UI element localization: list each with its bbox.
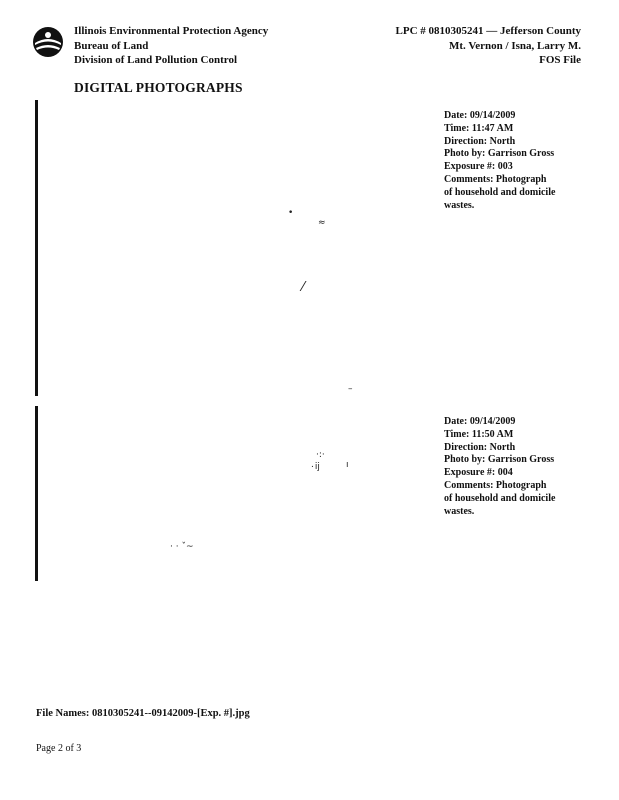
photo-1-comments: wastes. — [444, 199, 475, 211]
photo-2-artifact: ·:· — [316, 450, 325, 460]
page-number: Page 2 of 3 — [36, 743, 82, 754]
lpc-number: LPC # 0810305241 — Jefferson County — [395, 25, 581, 37]
agency-header — [74, 24, 268, 68]
photo-1-time: Time: 11:47 AM — [444, 122, 514, 134]
illinois-epa-seal-icon — [32, 26, 64, 58]
photo-1-artifact: – — [348, 384, 353, 394]
photo-2-time: Time: 11:50 AM — [444, 428, 514, 440]
photo-1-photographer: Photo by: Garrison Gross — [444, 148, 555, 160]
photo-1-artifact: ⁄ — [302, 280, 305, 295]
photo-2-comments: wastes. — [444, 505, 475, 517]
photo-2-border — [35, 406, 38, 581]
photo-1-date: Date: 09/14/2009 — [444, 110, 516, 121]
section-title: DIGITAL PHOTOGRAPHS — [74, 80, 243, 95]
photo-1-artifact: • — [288, 208, 294, 218]
photo-1-border — [35, 100, 38, 396]
file-names: File Names: 0810305241--09142009-[Exp. #].jpg — [36, 708, 250, 719]
bureau-name: Bureau of Land — [74, 39, 149, 52]
photo-2-photographer: Photo by: Garrison Gross — [444, 454, 555, 466]
agency-name: Illinois Environmental Protection Agency — [74, 25, 269, 37]
file-type: FOS File — [539, 54, 581, 66]
photo-2-artifact: ٠ij — [310, 462, 320, 472]
photo-1-comments: of household and domicile — [444, 186, 556, 198]
photo-1-comments: Comments: Photograph — [444, 173, 547, 185]
photo-2-exposure: Exposure #: 004 — [444, 467, 513, 479]
photo-2-artifact: · · ˇ~ — [170, 542, 194, 552]
photo-2-metadata — [444, 416, 555, 518]
photo-1-metadata — [444, 110, 555, 212]
photo-2-image — [40, 406, 430, 581]
photo-2-direction: Direction: North — [444, 441, 516, 453]
photo-1-image — [40, 100, 430, 396]
site-header — [396, 24, 581, 68]
photo-1-direction: Direction: North — [444, 135, 516, 147]
photo-2-comments: Comments: Photograph — [444, 479, 547, 491]
division-name: Division of Land Pollution Control — [74, 54, 237, 66]
photo-1-exposure: Exposure #: 003 — [444, 161, 513, 173]
photo-2-artifact: ı — [346, 460, 349, 470]
photo-1-artifact: ≈ — [318, 218, 326, 228]
site-location: Mt. Vernon / Isna, Larry M. — [449, 39, 581, 52]
photo-2-date: Date: 09/14/2009 — [444, 416, 516, 427]
photo-2-comments: of household and domicile — [444, 492, 556, 504]
